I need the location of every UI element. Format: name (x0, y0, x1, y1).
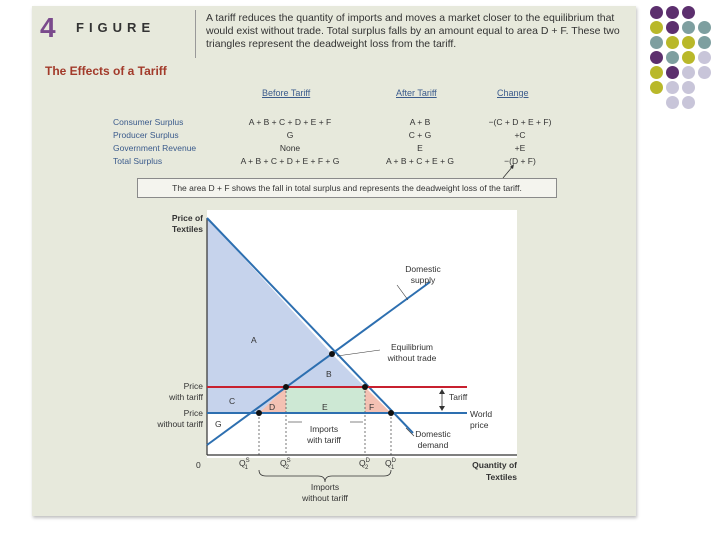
area-d-label: D (269, 402, 276, 412)
equilibrium-label-2: without trade (387, 353, 437, 363)
domestic-demand-label-2: demand (417, 440, 449, 450)
y-axis-label-1: Price of (171, 213, 203, 223)
imports-without-tariff-label-2: without tariff (302, 493, 348, 503)
figure-number: 4 (40, 12, 56, 43)
equilibrium-label-1: Equilibrium (390, 342, 434, 352)
cell-ps-before: G (286, 130, 294, 140)
point-qd1 (388, 410, 394, 416)
figure-title: The Effects of a Tariff (45, 64, 167, 78)
domestic-demand-label-1: Domestic (415, 429, 451, 439)
area-a-label: A (251, 335, 257, 345)
cell-cs-after: A + B (409, 117, 431, 127)
imports-with-tariff-label-2: with tariff (307, 435, 341, 445)
header-after-tariff: After Tariff (396, 88, 437, 98)
q-label-qs2: $Q^S_2$ (280, 458, 291, 471)
cell-gr-before: None (279, 143, 301, 153)
area-c-label: C (229, 396, 236, 406)
point-qs1 (256, 410, 262, 416)
equilibrium-point (329, 351, 335, 357)
price-without-tariff-label-1: Price (183, 408, 203, 418)
area-f-label: F (369, 402, 375, 412)
world-price-label-2: price (470, 420, 489, 430)
header-before-tariff: Before Tariff (262, 88, 311, 98)
cell-gr-after: E (417, 143, 423, 153)
supply-leader (397, 285, 408, 300)
row-label-producer-surplus: Producer Surplus (113, 130, 179, 140)
point-qd2 (362, 384, 368, 390)
price-with-tariff-label-1: Price (183, 381, 203, 391)
area-g-label: G (215, 419, 222, 429)
row-label-government-revenue: Government Revenue (113, 143, 197, 153)
imports-with-tariff-label-1: Imports (309, 424, 339, 434)
x-axis-label-1: Quantity of (472, 460, 517, 470)
price-without-tariff-label-2: without tariff (157, 419, 203, 429)
domestic-supply-label-1: Domestic (405, 264, 441, 274)
cell-ps-change: +C (514, 130, 526, 140)
area-b-label: B (326, 369, 332, 379)
row-label-consumer-surplus: Consumer Surplus (113, 117, 184, 127)
figure-label: FIGURE (76, 20, 156, 35)
area-e-label: E (322, 402, 328, 412)
q-label-qd2: $Q^D_2$ (359, 458, 370, 471)
area-a (207, 218, 332, 387)
y-axis-label-2: Textiles (171, 224, 203, 234)
origin-label: 0 (196, 460, 201, 470)
imports-without-tariff-label-1: Imports (310, 482, 340, 492)
domestic-supply-label-2: supply (410, 275, 436, 285)
header-change: Change (497, 88, 529, 98)
point-qs2 (283, 384, 289, 390)
q-label-qd1: $Q^D_1$ (385, 458, 396, 471)
cell-ps-after: C + G (408, 130, 432, 140)
cell-ts-change: −(D + F) (504, 156, 536, 166)
cell-ts-after: A + B + C + E + G (385, 156, 455, 166)
equilibrium-leader (337, 350, 380, 356)
cell-ts-before: A + B + C + D + E + F + G (240, 156, 340, 166)
tariff-label: Tariff (449, 392, 468, 402)
imports-without-tariff-brace (259, 470, 391, 482)
cell-cs-change: −(C + D + E + F) (488, 117, 552, 127)
deadweight-note: The area D + F shows the fall in total surplus and represents the deadweight loss of the tariff. (137, 178, 557, 198)
price-with-tariff-label-2: with tariff (169, 392, 203, 402)
world-price-label-1: World (470, 409, 493, 419)
cell-gr-change: +E (514, 143, 526, 153)
figure-caption: A tariff reduces the quantity of imports and moves a market closer to the equilibrium that would exist without trade. Total surplus falls by an amount equal to area D + F. These two triangles represent the deadweight loss from the tariff. (206, 12, 620, 50)
q-label-qs1: $Q^S_1$ (239, 458, 250, 471)
x-axis-label-2: Textiles (485, 472, 517, 482)
row-label-total-surplus: Total Surplus (113, 156, 163, 166)
cell-cs-before: A + B + C + D + E + F (248, 117, 332, 127)
